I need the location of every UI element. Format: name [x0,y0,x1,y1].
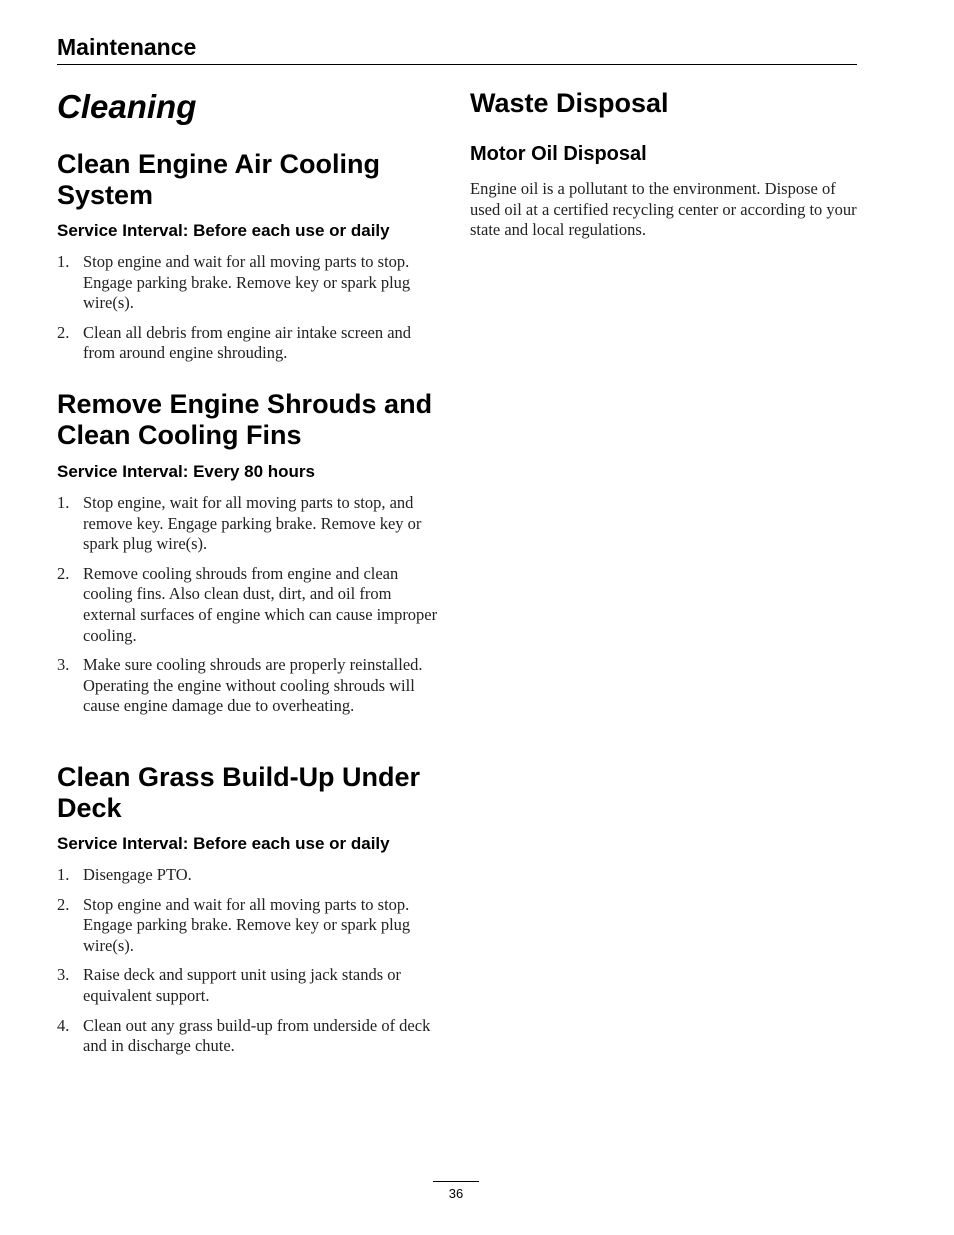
steps-list-grass [57,865,447,1066]
step-text: Stop engine and wait for all moving parts to stop. Engage parking brake. Remove key or spark plug wire(s). [83,894,411,955]
service-interval-shrouds: Service Interval: Every 80 hours [57,462,315,481]
footer-divider [433,1181,479,1182]
page-title: Cleaning [57,88,197,125]
step-text: Raise deck and support unit using jack stands or equivalent support. [83,965,402,1005]
step-text: Clean all debris from engine air intake screen and from around engine shrouding. [83,322,412,363]
step-text: Stop engine and wait for all moving parts to stop. Engage parking brake. Remove key or spark plug wire(s). [83,252,411,313]
section-heading-air-cooling: Clean Engine Air Cooling System [57,149,381,210]
step-number: 2. [57,322,70,342]
step-text: Make sure cooling shrouds are properly reinstalled. Operating the engine without cooling shrouds will cause engine damage due to overheating. [83,655,423,716]
list-item [57,1016,447,1057]
list-item [57,493,447,555]
step-number: 2. [57,894,70,914]
step-text: Remove cooling shrouds from engine and clean cooling fins. Also clean dust, dirt, and oil from external surfaces of engine which can cause improper cooling. [83,563,438,645]
header-divider [57,64,857,65]
step-number: 3. [57,965,70,985]
step-number: 4. [57,1015,70,1035]
running-header-section: Maintenance [57,34,197,60]
step-number: 1. [57,252,70,271]
step-text: Disengage PTO. [83,865,192,884]
steps-list-air-cooling [57,252,447,373]
service-interval-grass: Service Interval: Before each use or daily [57,834,390,853]
list-item [57,895,447,957]
list-item [57,865,447,886]
section-heading-grass: Clean Grass Build-Up Under Deck [57,762,421,823]
steps-list-shrouds [57,493,447,726]
section-heading-shrouds: Remove Engine Shrouds and Clean Cooling Fins [57,389,433,450]
paragraph-motor-oil: Engine oil is a pollutant to the environment. Dispose of used oil at a certified recycling center or according to your state and local regulations. [470,179,857,240]
list-item [57,323,447,364]
list-item [57,564,447,646]
service-interval-air-cooling: Service Interval: Before each use or daily [57,221,390,240]
subheading-motor-oil: Motor Oil Disposal [470,143,647,165]
list-item [57,252,447,314]
step-number: 3. [57,655,70,675]
list-item [57,965,447,1006]
section-heading-waste-disposal: Waste Disposal [470,88,669,118]
page-number: 36 [448,1186,464,1201]
list-item [57,655,447,717]
step-number: 2. [57,563,70,583]
step-text: Clean out any grass build-up from underside of deck and in discharge chute. [83,1015,431,1056]
step-number: 1. [57,493,70,512]
step-number: 1. [57,865,70,884]
step-text: Stop engine, wait for all moving parts to stop, and remove key. Engage parking brake. Remove key or spark plug wire(s). [83,493,422,554]
